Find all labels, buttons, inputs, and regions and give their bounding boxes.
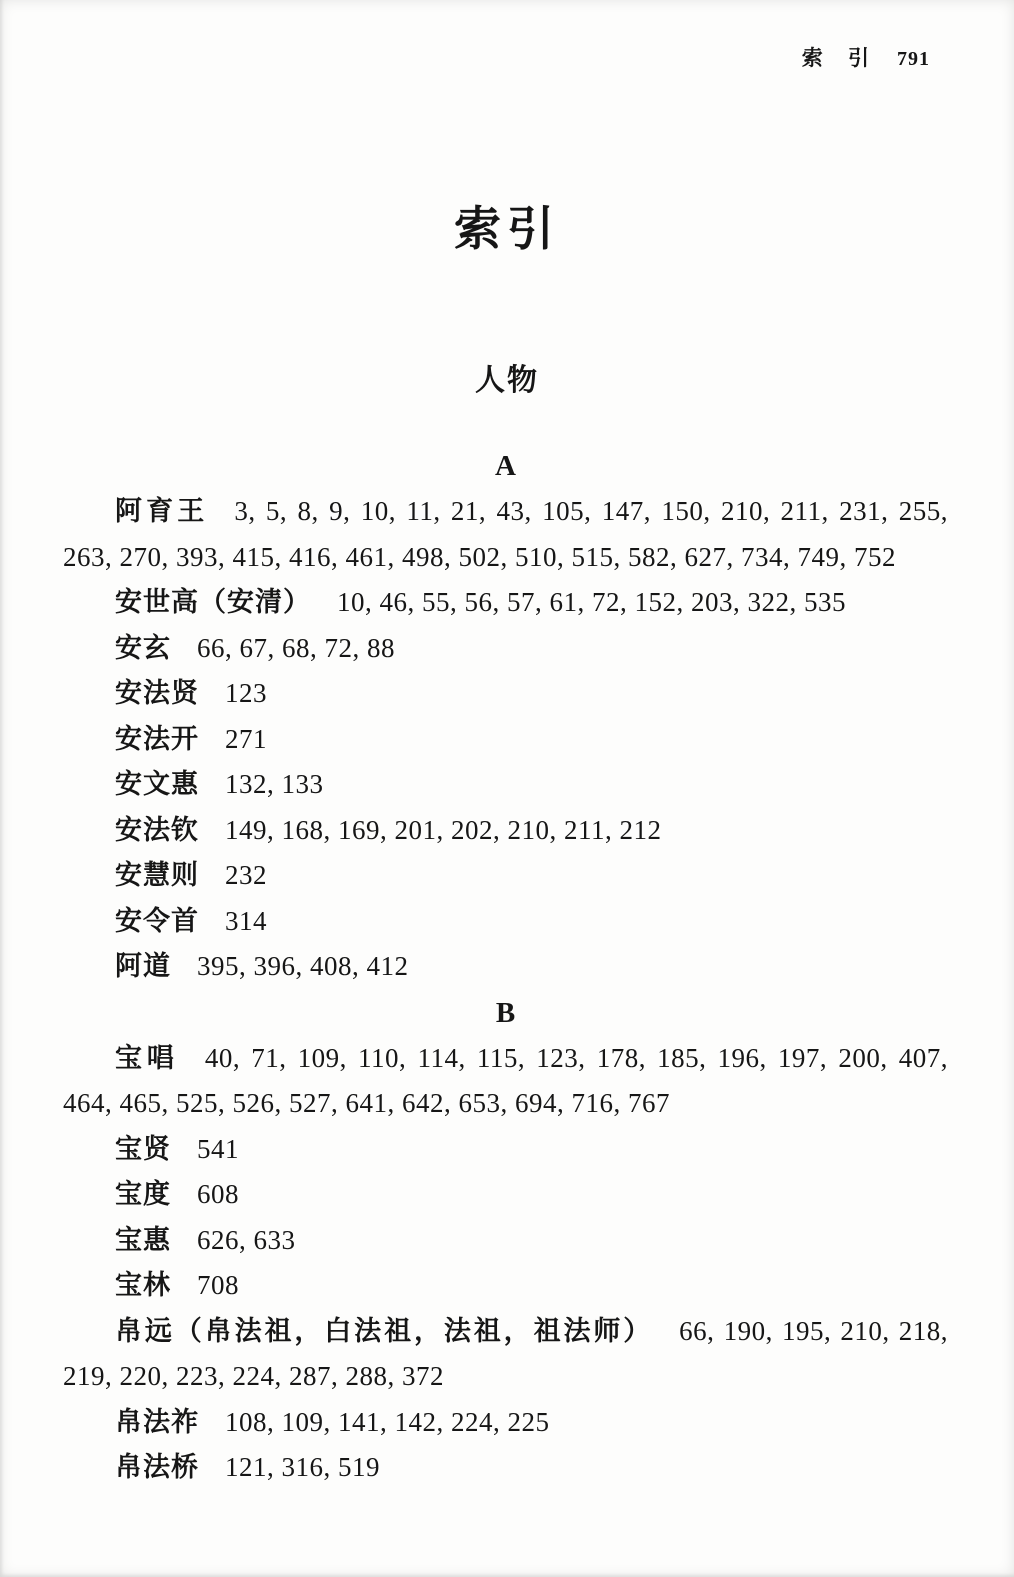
category-title: 人物 (475, 364, 539, 397)
section-letter: B (495, 996, 516, 1029)
running-title: 索 引 (801, 46, 879, 70)
index-entry (63, 626, 948, 672)
entry-term: 宝惠 (115, 1224, 171, 1255)
entry-pages: 108, 109, 141, 142, 224, 225 (225, 1406, 550, 1437)
entry-term: 安世高（安清） (115, 587, 311, 617)
entry-pages: 626, 633 (197, 1224, 296, 1255)
entry-term: 帛远（帛法祖，白法祖，法祖，祖法师） (115, 1315, 654, 1346)
entry-term: 帛法桥 (115, 1452, 199, 1482)
entry-pages: 708 (197, 1270, 239, 1300)
entry-term: 安玄 (115, 632, 171, 663)
entry-pages: 66, 67, 68, 72, 88 (197, 632, 395, 663)
entry-term: 安法钦 (115, 814, 199, 845)
index-entry (63, 1309, 948, 1400)
entry-pages: 541 (197, 1133, 239, 1164)
entry-pages: 132, 133 (225, 769, 324, 799)
entry-pages: 314 (225, 905, 267, 936)
entry-term: 宝度 (115, 1179, 171, 1209)
index-entry (63, 580, 948, 626)
entry-pages: 608 (197, 1179, 239, 1209)
entry-term: 宝唱 (115, 1042, 179, 1073)
index-entry (63, 1263, 948, 1309)
entry-term: 安法贤 (115, 678, 199, 708)
index-title: 索引 (454, 204, 560, 256)
entry-pages: 395, 396, 408, 412 (197, 951, 409, 981)
section-letter: A (495, 450, 516, 482)
index-entry (63, 489, 948, 580)
entry-pages: 271 (225, 723, 267, 754)
entry-term: 安文惠 (115, 769, 199, 799)
index-entry (63, 1172, 948, 1218)
index-entry (63, 853, 948, 899)
page-number: 791 (897, 48, 930, 70)
entry-pages: 232 (225, 860, 267, 890)
index-entry (63, 808, 948, 854)
index-section (63, 443, 948, 990)
section-entries (63, 1036, 948, 1491)
index-entry (63, 1445, 948, 1491)
entry-pages: 123 (225, 678, 267, 708)
entry-pages: 121, 316, 519 (225, 1452, 380, 1482)
index-entry (63, 944, 948, 990)
entry-pages: 3, 5, 8, 9, 10, 11, 21, 43, 105, 147, 150, 210, 211, 231, 255, 263, 270, 393, 415, 416, 461, 498, 502, 510, 515, 582, 627, 734, 749, 752 (63, 496, 948, 572)
entry-term: 安慧则 (115, 860, 199, 890)
index-entry (63, 717, 948, 763)
index-entry (63, 1036, 948, 1127)
section-entries (63, 489, 948, 990)
index-entry (63, 1400, 948, 1446)
index-entry (63, 899, 948, 945)
index-entry (63, 762, 948, 808)
entry-term: 宝贤 (115, 1133, 171, 1164)
page-header (0, 0, 1014, 73)
entry-term: 阿道 (115, 951, 171, 981)
index-section (63, 990, 948, 1491)
entry-term: 安令首 (115, 905, 199, 936)
entry-pages: 66, 190, 195, 210, 218, 219, 220, 223, 224, 287, 288, 372 (63, 1315, 949, 1391)
entry-pages: 149, 168, 169, 201, 202, 210, 211, 212 (225, 814, 662, 845)
entry-term: 安法开 (115, 723, 199, 754)
entry-term: 阿育王 (115, 496, 209, 526)
index-entry (63, 1127, 948, 1173)
entry-pages: 40, 71, 109, 110, 114, 115, 123, 178, 185, 196, 197, 200, 407, 464, 465, 525, 526, 527, 641, 642, 653, 694, 716, 767 (63, 1042, 949, 1118)
index-entry (63, 1218, 948, 1264)
index-entry (63, 671, 948, 717)
index-body (0, 443, 1014, 1491)
entry-term: 宝林 (115, 1270, 171, 1300)
entry-term: 帛法祚 (115, 1406, 199, 1437)
entry-pages: 10, 46, 55, 56, 57, 61, 72, 152, 203, 322, 535 (337, 587, 846, 617)
